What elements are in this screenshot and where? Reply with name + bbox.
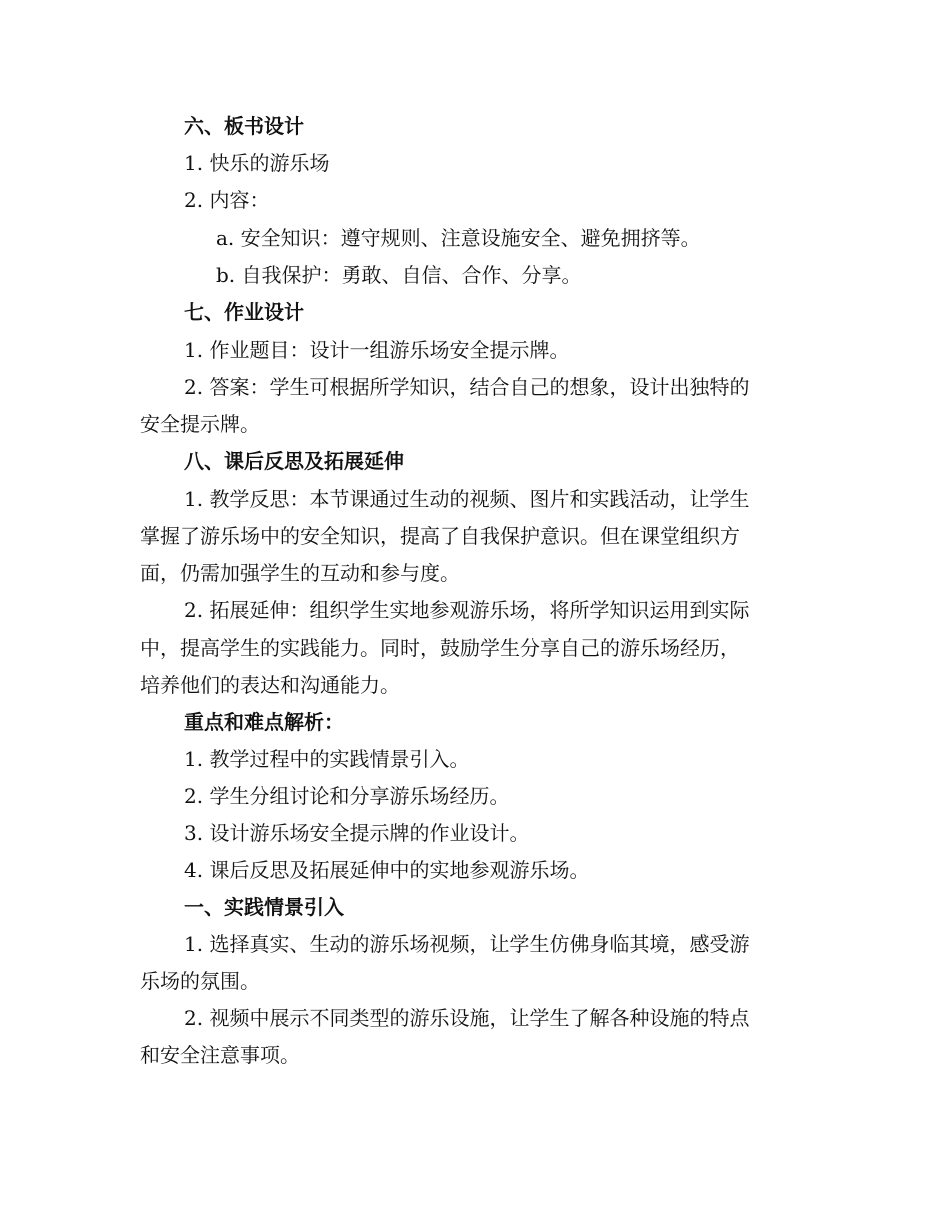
sec1-para-1-line-2: 乐场的氛围。 — [140, 969, 260, 993]
sec8-para-1-line-2: 掌握了游乐场中的安全知识，提高了自我保护意识。但在课堂组织方 — [140, 524, 740, 548]
sec8-para-2-line-1: 2. 拓展延伸：组织学生实地参观游乐场，将所学知识运用到实际 — [184, 598, 750, 622]
key-points-heading: 重点和难点解析： — [184, 710, 344, 734]
sec6-sub-a: a. 安全知识：遵守规则、注意设施安全、避免拥挤等。 — [216, 226, 701, 250]
sec8-para-2-line-3: 培养他们的表达和沟通能力。 — [140, 673, 400, 697]
sec7-item-1: 1. 作业题目：设计一组游乐场安全提示牌。 — [184, 338, 570, 362]
sec8-para-1-line-3: 面，仍需加强学生的互动和参与度。 — [140, 561, 460, 585]
section-7-heading: 七、作业设计 — [184, 300, 304, 324]
sec1-para-2-line-1: 2. 视频中展示不同类型的游乐设施，让学生了解各种设施的特点 — [184, 1006, 750, 1030]
key-item-3: 3. 设计游乐场安全提示牌的作业设计。 — [184, 821, 530, 845]
section-8-heading: 八、课后反思及拓展延伸 — [184, 449, 404, 473]
sec7-item-2-line-1: 2. 答案：学生可根据所学知识，结合自己的想象，设计出独特的 — [184, 375, 750, 399]
sec6-sub-b: b. 自我保护：勇敢、自信、合作、分享。 — [216, 263, 582, 287]
key-item-2: 2. 学生分组讨论和分享游乐场经历。 — [184, 784, 510, 808]
sec8-para-1-line-1: 1. 教学反思：本节课通过生动的视频、图片和实践活动，让学生 — [184, 487, 750, 511]
sec6-item-2: 2. 内容： — [184, 188, 270, 212]
sec7-item-2-line-2: 安全提示牌。 — [140, 412, 260, 436]
sec1-para-2-line-2: 和安全注意事项。 — [140, 1043, 300, 1067]
sec8-para-2-line-2: 中，提高学生的实践能力。同时，鼓励学生分享自己的游乐场经历， — [140, 636, 740, 660]
section-6-heading: 六、板书设计 — [184, 114, 304, 138]
sec1-para-1-line-1: 1. 选择真实、生动的游乐场视频，让学生仿佛身临其境，感受游 — [184, 932, 750, 956]
key-item-1: 1. 教学过程中的实践情景引入。 — [184, 747, 470, 771]
sec6-item-1: 1. 快乐的游乐场 — [184, 151, 330, 175]
key-item-4: 4. 课后反思及拓展延伸中的实地参观游乐场。 — [184, 858, 590, 882]
section-1-heading: 一、实践情景引入 — [184, 895, 344, 919]
